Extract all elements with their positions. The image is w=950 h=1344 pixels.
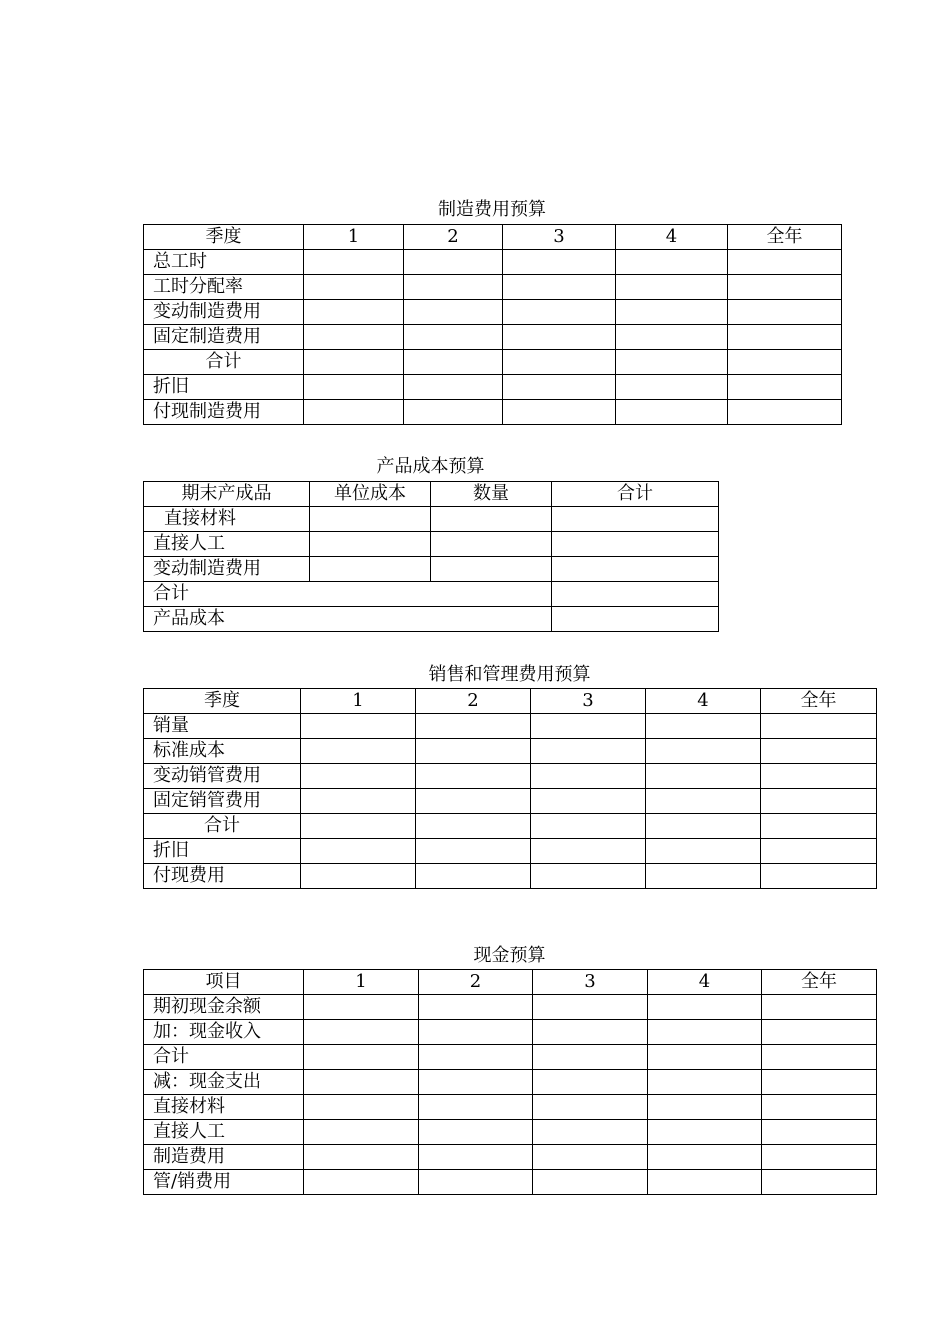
header-cell: 1 [301, 689, 416, 714]
empty-cell[interactable] [416, 789, 531, 814]
cash-budget-title: 现金预算 [473, 945, 546, 966]
empty-cell[interactable] [762, 1170, 877, 1195]
row-label: 直接材料 [144, 1095, 304, 1120]
empty-cell[interactable] [531, 864, 646, 889]
empty-cell[interactable] [533, 1045, 648, 1070]
empty-cell[interactable] [762, 1020, 877, 1045]
empty-cell[interactable] [404, 325, 503, 350]
empty-cell[interactable] [552, 532, 719, 557]
table-row [144, 275, 842, 300]
row-label: 总工时 [144, 250, 304, 275]
empty-cell[interactable] [616, 375, 728, 400]
empty-cell[interactable] [404, 375, 503, 400]
header-cell: 季度 [144, 689, 301, 714]
row-label: 折旧 [144, 375, 304, 400]
header-cell: 3 [531, 689, 646, 714]
row-label: 管/销费用 [144, 1170, 304, 1195]
sales-admin-table [143, 688, 877, 889]
empty-cell[interactable] [304, 300, 404, 325]
empty-cell[interactable] [304, 375, 404, 400]
row-label: 销量 [144, 714, 301, 739]
header-cell: 4 [616, 225, 728, 250]
empty-cell[interactable] [503, 350, 616, 375]
table-row [144, 532, 719, 557]
empty-cell[interactable] [301, 864, 416, 889]
empty-cell[interactable] [648, 995, 762, 1020]
empty-cell[interactable] [552, 607, 719, 632]
empty-cell[interactable] [301, 839, 416, 864]
row-label: 固定制造费用 [144, 325, 304, 350]
empty-cell[interactable] [531, 764, 646, 789]
empty-cell[interactable] [761, 839, 877, 864]
header-cell: 2 [419, 970, 533, 995]
empty-cell[interactable] [533, 1020, 648, 1045]
empty-cell[interactable] [762, 1095, 877, 1120]
empty-cell[interactable] [304, 1145, 419, 1170]
empty-cell[interactable] [762, 1045, 877, 1070]
product-cost-table [143, 481, 719, 632]
row-label: 直接材料 [144, 507, 310, 532]
empty-cell[interactable] [310, 507, 431, 532]
empty-cell[interactable] [648, 1170, 762, 1195]
table-row [144, 814, 877, 839]
row-label: 合计 [144, 582, 552, 607]
table-row [144, 250, 842, 275]
empty-cell[interactable] [301, 814, 416, 839]
empty-cell[interactable] [419, 995, 533, 1020]
empty-cell[interactable] [646, 789, 761, 814]
empty-cell[interactable] [646, 864, 761, 889]
empty-cell[interactable] [503, 325, 616, 350]
empty-cell[interactable] [419, 1095, 533, 1120]
empty-cell[interactable] [419, 1070, 533, 1095]
header-cell: 全年 [728, 225, 842, 250]
header-cell: 4 [646, 689, 761, 714]
header-cell: 单位成本 [310, 482, 431, 507]
empty-cell[interactable] [419, 1145, 533, 1170]
empty-cell[interactable] [728, 350, 842, 375]
empty-cell[interactable] [552, 557, 719, 582]
header-cell: 2 [404, 225, 503, 250]
empty-cell[interactable] [419, 1170, 533, 1195]
empty-cell[interactable] [304, 325, 404, 350]
row-label: 折旧 [144, 839, 301, 864]
table-row [144, 1020, 877, 1045]
row-label: 合计 [144, 350, 304, 375]
empty-cell[interactable] [762, 1070, 877, 1095]
empty-cell[interactable] [648, 1070, 762, 1095]
empty-cell[interactable] [531, 814, 646, 839]
row-label: 直接人工 [144, 1120, 304, 1145]
empty-cell[interactable] [646, 764, 761, 789]
empty-cell[interactable] [416, 814, 531, 839]
empty-cell[interactable] [648, 1045, 762, 1070]
manufacturing-overhead-table [143, 224, 842, 425]
table-header-row [144, 689, 877, 714]
table-row [144, 325, 842, 350]
empty-cell[interactable] [616, 300, 728, 325]
row-label: 减：现金支出 [144, 1070, 304, 1095]
empty-cell[interactable] [416, 739, 531, 764]
empty-cell[interactable] [431, 532, 552, 557]
empty-cell[interactable] [531, 839, 646, 864]
header-cell: 2 [416, 689, 531, 714]
header-cell: 4 [648, 970, 762, 995]
empty-cell[interactable] [646, 714, 761, 739]
row-label: 合计 [144, 1045, 304, 1070]
empty-cell[interactable] [310, 557, 431, 582]
row-label: 付现制造费用 [144, 400, 304, 425]
table-row [144, 1070, 877, 1095]
header-cell: 3 [533, 970, 648, 995]
empty-cell[interactable] [533, 1170, 648, 1195]
empty-cell[interactable] [616, 350, 728, 375]
empty-cell[interactable] [304, 250, 404, 275]
empty-cell[interactable] [616, 325, 728, 350]
table-row [144, 789, 877, 814]
row-label: 固定销管费用 [144, 789, 301, 814]
empty-cell[interactable] [761, 739, 877, 764]
empty-cell[interactable] [404, 350, 503, 375]
empty-cell[interactable] [646, 839, 761, 864]
empty-cell[interactable] [416, 864, 531, 889]
header-cell: 3 [503, 225, 616, 250]
table-row [144, 1095, 877, 1120]
empty-cell[interactable] [728, 250, 842, 275]
empty-cell[interactable] [404, 300, 503, 325]
empty-cell[interactable] [728, 325, 842, 350]
row-label: 工时分配率 [144, 275, 304, 300]
empty-cell[interactable] [531, 789, 646, 814]
table-row [144, 582, 719, 607]
table-row [144, 739, 877, 764]
table-row [144, 764, 877, 789]
empty-cell[interactable] [416, 839, 531, 864]
empty-cell[interactable] [762, 1145, 877, 1170]
empty-cell[interactable] [304, 1070, 419, 1095]
empty-cell[interactable] [646, 814, 761, 839]
empty-cell[interactable] [304, 275, 404, 300]
empty-cell[interactable] [616, 275, 728, 300]
table-row [144, 995, 877, 1020]
empty-cell[interactable] [761, 764, 877, 789]
empty-cell[interactable] [419, 1020, 533, 1045]
table-row [144, 375, 842, 400]
empty-cell[interactable] [304, 995, 419, 1020]
empty-cell[interactable] [301, 789, 416, 814]
empty-cell[interactable] [404, 400, 503, 425]
empty-cell[interactable] [646, 739, 761, 764]
header-cell: 全年 [762, 970, 877, 995]
table-row [144, 1120, 877, 1145]
empty-cell[interactable] [419, 1120, 533, 1145]
empty-cell[interactable] [552, 582, 719, 607]
header-cell: 项目 [144, 970, 304, 995]
empty-cell[interactable] [503, 275, 616, 300]
row-label: 变动制造费用 [144, 300, 304, 325]
empty-cell[interactable] [301, 739, 416, 764]
table-header-row [144, 225, 842, 250]
empty-cell[interactable] [728, 275, 842, 300]
table-header-row [144, 970, 877, 995]
table-row [144, 300, 842, 325]
table-row [144, 1045, 877, 1070]
table-header-row [144, 482, 719, 507]
empty-cell[interactable] [531, 739, 646, 764]
header-cell: 1 [304, 225, 404, 250]
header-cell: 期末产成品 [144, 482, 310, 507]
empty-cell[interactable] [310, 532, 431, 557]
row-label: 变动制造费用 [144, 557, 310, 582]
empty-cell[interactable] [531, 714, 646, 739]
cash-budget-table [143, 969, 877, 1195]
table-row [144, 839, 877, 864]
table-row [144, 1145, 877, 1170]
empty-cell[interactable] [648, 1145, 762, 1170]
row-label: 标准成本 [144, 739, 301, 764]
empty-cell[interactable] [616, 400, 728, 425]
empty-cell[interactable] [304, 1120, 419, 1145]
empty-cell[interactable] [304, 1020, 419, 1045]
empty-cell[interactable] [404, 250, 503, 275]
table-row [144, 864, 877, 889]
empty-cell[interactable] [648, 1120, 762, 1145]
empty-cell[interactable] [533, 1070, 648, 1095]
empty-cell[interactable] [616, 250, 728, 275]
table-row [144, 557, 719, 582]
empty-cell[interactable] [419, 1045, 533, 1070]
empty-cell[interactable] [304, 1170, 419, 1195]
empty-cell[interactable] [762, 995, 877, 1020]
empty-cell[interactable] [533, 995, 648, 1020]
empty-cell[interactable] [416, 764, 531, 789]
empty-cell[interactable] [552, 507, 719, 532]
empty-cell[interactable] [761, 789, 877, 814]
empty-cell[interactable] [304, 350, 404, 375]
table-row [144, 714, 877, 739]
row-label: 制造费用 [144, 1145, 304, 1170]
empty-cell[interactable] [728, 375, 842, 400]
header-cell: 1 [304, 970, 419, 995]
empty-cell[interactable] [533, 1095, 648, 1120]
empty-cell[interactable] [761, 714, 877, 739]
empty-cell[interactable] [304, 1045, 419, 1070]
empty-cell[interactable] [431, 557, 552, 582]
row-label: 直接人工 [144, 532, 310, 557]
table-row [144, 507, 719, 532]
empty-cell[interactable] [304, 400, 404, 425]
manufacturing-overhead-title: 制造费用预算 [438, 199, 546, 220]
empty-cell[interactable] [761, 814, 877, 839]
table-row [144, 350, 842, 375]
empty-cell[interactable] [301, 764, 416, 789]
empty-cell[interactable] [648, 1020, 762, 1045]
row-label: 变动销管费用 [144, 764, 301, 789]
empty-cell[interactable] [301, 714, 416, 739]
header-cell: 合计 [552, 482, 719, 507]
empty-cell[interactable] [503, 250, 616, 275]
empty-cell[interactable] [503, 400, 616, 425]
empty-cell[interactable] [761, 864, 877, 889]
sales-admin-title: 销售和管理费用预算 [428, 664, 591, 685]
empty-cell[interactable] [762, 1120, 877, 1145]
empty-cell[interactable] [503, 375, 616, 400]
table-row [144, 400, 842, 425]
empty-cell[interactable] [728, 300, 842, 325]
empty-cell[interactable] [304, 1095, 419, 1120]
table-row [144, 607, 719, 632]
empty-cell[interactable] [533, 1145, 648, 1170]
empty-cell[interactable] [404, 275, 503, 300]
empty-cell[interactable] [503, 300, 616, 325]
empty-cell[interactable] [431, 507, 552, 532]
table-row [144, 1170, 877, 1195]
product-cost-title: 产品成本预算 [376, 456, 485, 477]
row-label: 加：现金收入 [144, 1020, 304, 1045]
row-label: 合计 [144, 814, 301, 839]
header-cell: 季度 [144, 225, 304, 250]
header-cell: 数量 [431, 482, 552, 507]
row-label: 产品成本 [144, 607, 552, 632]
empty-cell[interactable] [648, 1095, 762, 1120]
row-label: 付现费用 [144, 864, 301, 889]
row-label: 期初现金余额 [144, 995, 304, 1020]
header-cell: 全年 [761, 689, 877, 714]
empty-cell[interactable] [728, 400, 842, 425]
empty-cell[interactable] [533, 1120, 648, 1145]
empty-cell[interactable] [416, 714, 531, 739]
